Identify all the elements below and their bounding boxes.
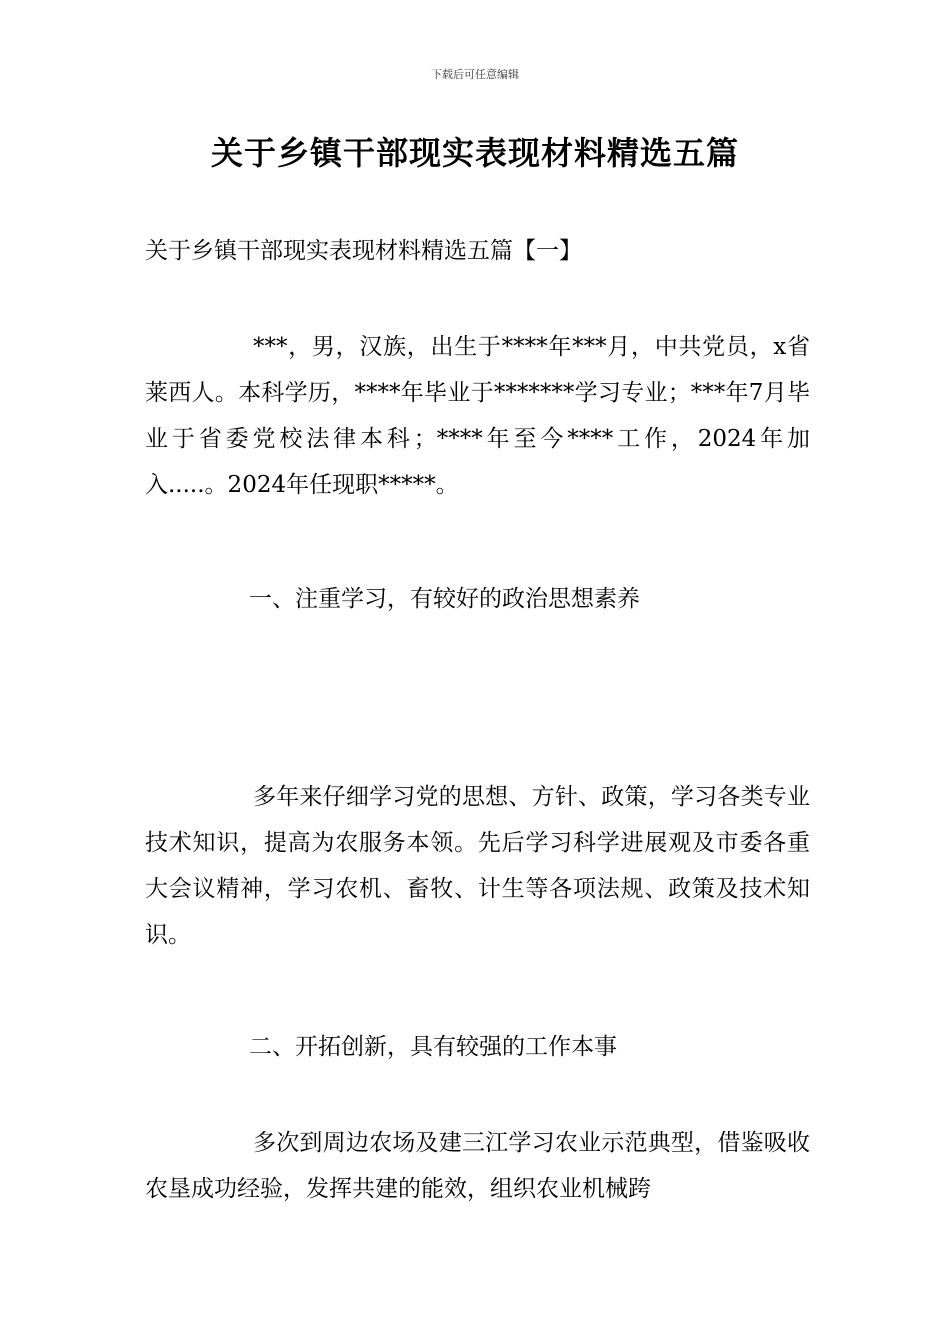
paragraph-innovation: 多次到周边农场及建三江学习农业示范典型，借鉴吸收农垦成功经验，发挥共建的能效，组织农业机械跨 — [145, 1130, 810, 1202]
paragraph-study: 多年来仔细学习党的思想、方针、政策，学习各类专业技术知识，提高为农服务本领。先后学习科学进展观及市委各重大会议精神，学习农机、畜牧、计生等各项法规、政策及技术知识。 — [145, 784, 810, 948]
subheading-innovation: 二、开拓创新，具有较强的工作本事 — [249, 1034, 617, 1060]
section-heading: 关于乡镇干部现实表现材料精选五篇【一】 — [145, 238, 582, 264]
paragraph-profile: ***，男，汉族，出生于****年***月，中共党员，x省莱西人。本科学历，****年毕业于*******学习专业；***年7月毕业于省委党校法律本科；****年至今****工作，2024年加入.....。2024年任现职*****。 — [145, 334, 810, 498]
subheading-study: 一、注重学习，有较好的政治思想素养 — [249, 586, 640, 612]
document-title: 关于乡镇干部现实表现材料精选五篇 — [210, 134, 739, 172]
header-note: 下载后可任意编辑 — [431, 68, 519, 81]
